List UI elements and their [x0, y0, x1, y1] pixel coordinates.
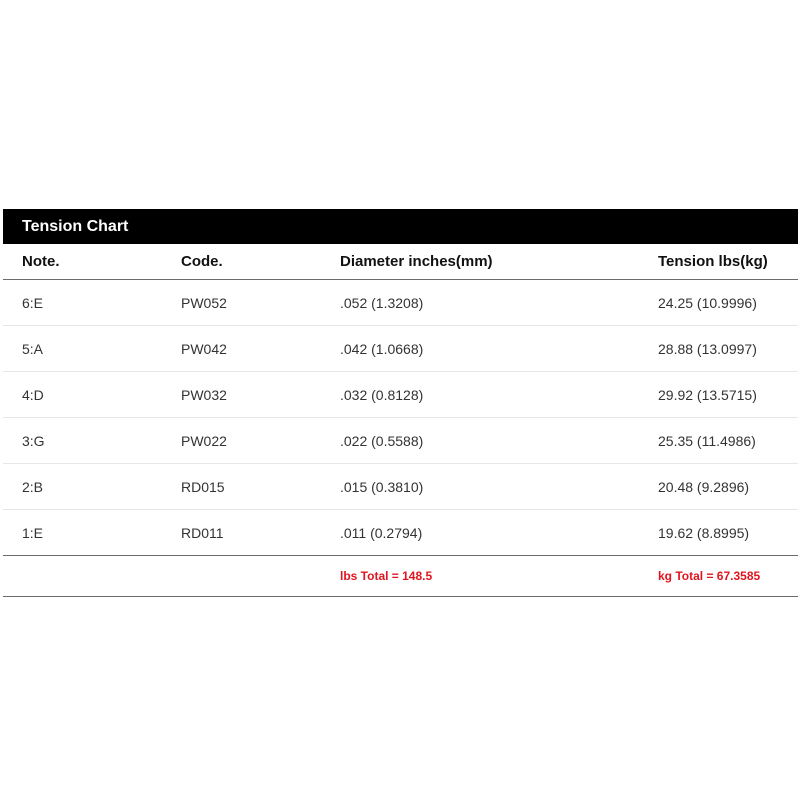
totals-empty-note — [3, 556, 162, 597]
table-row — [3, 464, 798, 510]
tension-chart — [3, 209, 798, 597]
kg-total: kg Total = 67.3585 — [639, 556, 798, 597]
cell-code: PW052 — [162, 280, 321, 326]
cell-tension: 19.62 (8.8995) — [639, 510, 798, 556]
header-tension: Tension lbs(kg) — [639, 244, 798, 280]
cell-diameter: .032 (0.8128) — [321, 372, 639, 418]
cell-note: 6:E — [3, 280, 162, 326]
cell-code: PW042 — [162, 326, 321, 372]
cell-note: 3:G — [3, 418, 162, 464]
cell-tension: 25.35 (11.4986) — [639, 418, 798, 464]
table-header-row — [3, 244, 798, 280]
cell-note: 1:E — [3, 510, 162, 556]
header-code: Code. — [162, 244, 321, 280]
cell-diameter: .042 (1.0668) — [321, 326, 639, 372]
cell-tension: 29.92 (13.5715) — [639, 372, 798, 418]
table-row — [3, 326, 798, 372]
totals-row — [3, 556, 798, 597]
cell-note: 2:B — [3, 464, 162, 510]
header-diameter: Diameter inches(mm) — [321, 244, 639, 280]
totals-empty-code — [162, 556, 321, 597]
cell-note: 4:D — [3, 372, 162, 418]
table-row — [3, 280, 798, 326]
header-note: Note. — [3, 244, 162, 280]
cell-tension: 20.48 (9.2896) — [639, 464, 798, 510]
tension-table — [3, 244, 798, 597]
table-row — [3, 418, 798, 464]
cell-diameter: .052 (1.3208) — [321, 280, 639, 326]
lbs-total: lbs Total = 148.5 — [321, 556, 639, 597]
chart-title: Tension Chart — [22, 217, 129, 235]
cell-note: 5:A — [3, 326, 162, 372]
cell-diameter: .011 (0.2794) — [321, 510, 639, 556]
cell-code: PW022 — [162, 418, 321, 464]
cell-tension: 28.88 (13.0997) — [639, 326, 798, 372]
cell-tension: 24.25 (10.9996) — [639, 280, 798, 326]
cell-diameter: .015 (0.3810) — [321, 464, 639, 510]
cell-code: RD011 — [162, 510, 321, 556]
chart-title-bar — [3, 209, 798, 244]
table-row — [3, 372, 798, 418]
cell-code: PW032 — [162, 372, 321, 418]
cell-code: RD015 — [162, 464, 321, 510]
cell-diameter: .022 (0.5588) — [321, 418, 639, 464]
table-row — [3, 510, 798, 556]
